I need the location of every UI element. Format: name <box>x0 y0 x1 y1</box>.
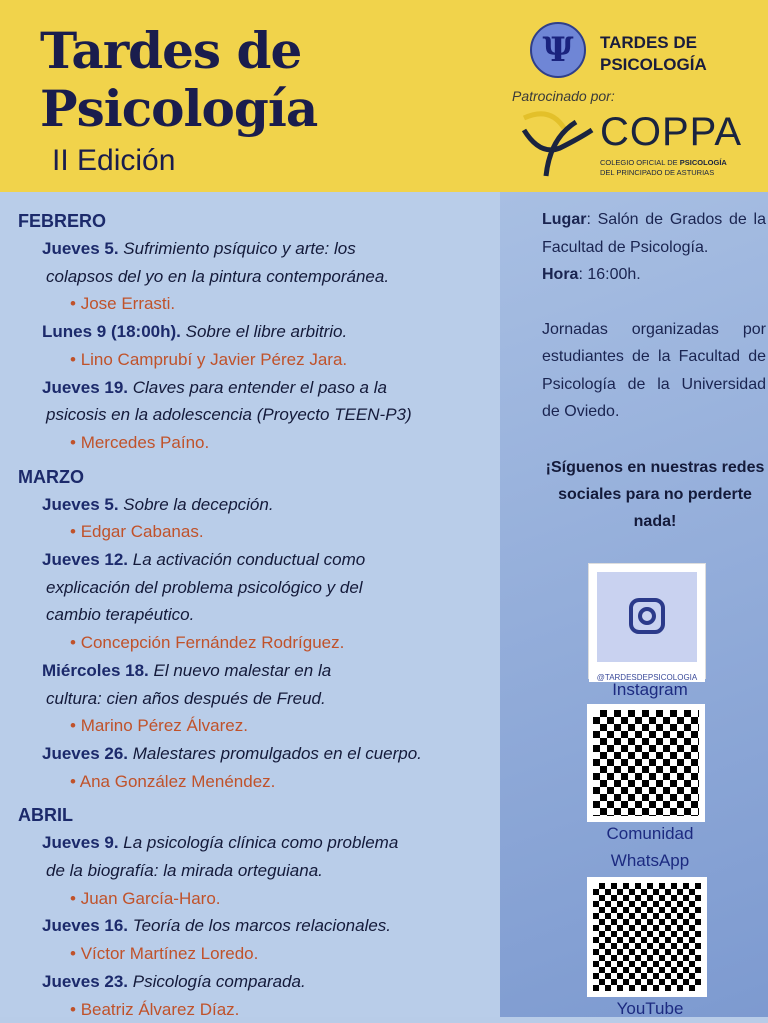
organizers: Jornadas organizadas por estudiantes de la Facultad de Psicología de la Universidad de Oviedo. <box>542 320 766 420</box>
event-title-line <box>18 657 500 685</box>
event-title-line <box>18 968 500 996</box>
instagram-label: Instagram <box>612 680 688 699</box>
instagram-handle: @TARDESDEPSICOLOGIA <box>589 673 705 682</box>
event-speaker: • Concepción Fernández Rodríguez. <box>18 629 500 657</box>
title-line: Tardes de <box>40 21 302 80</box>
month-heading: MARZO <box>18 466 84 487</box>
event-title-line <box>18 857 500 885</box>
event-title: colapsos del yo en la pintura contemporánea. <box>46 266 390 286</box>
event-speaker: • Ana González Menéndez. <box>18 768 500 796</box>
event-title: La activación conductual como <box>132 550 366 570</box>
event-info <box>542 206 766 426</box>
event-title: de la biografía: la mirada orteguiana. <box>46 861 323 881</box>
event-date: Jueves 12. <box>42 550 129 570</box>
title-line: Psicología <box>40 79 318 138</box>
follow-text: ¡Síguenos en nuestras redes sociales para no perderte nada! <box>545 459 765 530</box>
psi-logo-icon: Ψ <box>530 22 586 78</box>
event-title: psicosis en la adolescencia (Proyecto TEEN-P3) <box>46 405 412 425</box>
label-line: Comunidad <box>606 824 694 843</box>
event-title: Sufrimiento psíquico y arte: los <box>123 239 356 258</box>
event-title: La psicología clínica como problema <box>123 833 399 853</box>
event-date: Jueves 16. <box>42 916 129 936</box>
event-date: Jueves 26. <box>42 743 129 763</box>
time: : 16:00h. <box>578 266 641 283</box>
sponsor-subtitle <box>600 158 727 178</box>
event-title-line <box>18 374 500 402</box>
sponsor-label: Patrocinado por: <box>512 88 615 104</box>
place-label: Lugar <box>542 211 587 228</box>
coppa-logo-icon <box>520 108 600 178</box>
event-title: cambio terapéutico. <box>46 605 195 625</box>
event-speaker: • Jose Errasti. <box>18 290 500 318</box>
sub-text: DEL PRINCIPADO DE ASTURIAS <box>600 168 715 177</box>
event-title: Teoría de los marcos relacionales. <box>132 916 392 936</box>
instagram-qr[interactable] <box>588 563 706 682</box>
event-date: Jueves 5. <box>42 494 119 514</box>
month-heading: ABRIL <box>18 805 73 826</box>
event-title: Claves para entender el paso a la <box>132 377 387 397</box>
event-title-line <box>18 740 500 768</box>
sub-text: COLEGIO OFICIAL DE <box>600 158 680 167</box>
event-title: Sobre la decepción. <box>123 494 274 514</box>
event-speaker: • Mercedes Paíno. <box>18 429 500 457</box>
event-speaker: • Marino Pérez Álvarez. <box>18 712 500 740</box>
event-title-line <box>18 546 500 574</box>
poster-title <box>40 22 317 138</box>
event-title: explicación del problema psicológico y del <box>46 577 363 597</box>
whatsapp-label <box>560 820 740 874</box>
event-title-line <box>18 685 500 713</box>
sub-text: PSICOLOGÍA <box>679 158 727 167</box>
event-title-line <box>18 235 500 263</box>
label-line: WhatsApp <box>610 851 690 870</box>
event-title-line <box>18 574 500 602</box>
header <box>0 0 768 192</box>
event-title-line <box>18 491 500 519</box>
event-speaker: • Víctor Martínez Loredo. <box>18 940 500 968</box>
event-title: El nuevo malestar en la <box>153 660 332 680</box>
youtube-qr[interactable] <box>587 877 707 997</box>
instagram-icon <box>589 564 705 668</box>
event-date: Jueves 5. <box>42 239 119 258</box>
logo-text <box>600 32 707 76</box>
logo-line: PSICOLOGÍA <box>600 55 707 74</box>
event-title-line <box>18 601 500 629</box>
event-date: Jueves 23. <box>42 971 129 991</box>
event-title: cultura: cien años después de Freud. <box>46 688 326 708</box>
event-speaker: • Lino Camprubí y Javier Pérez Jara. <box>18 346 500 374</box>
place: : Salón de Grados de la Facultad de Psicología. <box>542 211 766 256</box>
whatsapp-qr[interactable] <box>587 704 705 822</box>
event-speaker: • Beatriz Álvarez Díaz. <box>18 996 500 1023</box>
event-speaker: • Edgar Cabanas. <box>18 518 500 546</box>
event-title: Malestares promulgados en el cuerpo. <box>132 743 422 763</box>
event-title-line <box>18 401 500 429</box>
event-title: Sobre el libre arbitrio. <box>185 322 348 342</box>
logo-line: TARDES DE <box>600 33 697 52</box>
time-label: Hora <box>542 266 579 283</box>
edition: II Edición <box>52 144 176 177</box>
event-title-line <box>18 263 500 291</box>
event-date: Jueves 9. <box>42 833 119 853</box>
event-title-line <box>18 829 500 857</box>
schedule <box>0 192 500 1017</box>
event-date: Jueves 19. <box>42 377 129 397</box>
event-title: Psicología comparada. <box>132 971 306 991</box>
event-title-line <box>18 912 500 940</box>
event-date: Miércoles 18. <box>42 660 149 680</box>
event-date: Lunes 9 (18:00h). <box>42 322 181 342</box>
event-speaker: • Juan García-Haro. <box>18 885 500 913</box>
youtube-label: YouTube <box>616 999 684 1018</box>
month-heading: FEBRERO <box>18 211 107 231</box>
event-title-line <box>18 318 500 346</box>
sponsor-name: COPPA <box>600 110 743 154</box>
